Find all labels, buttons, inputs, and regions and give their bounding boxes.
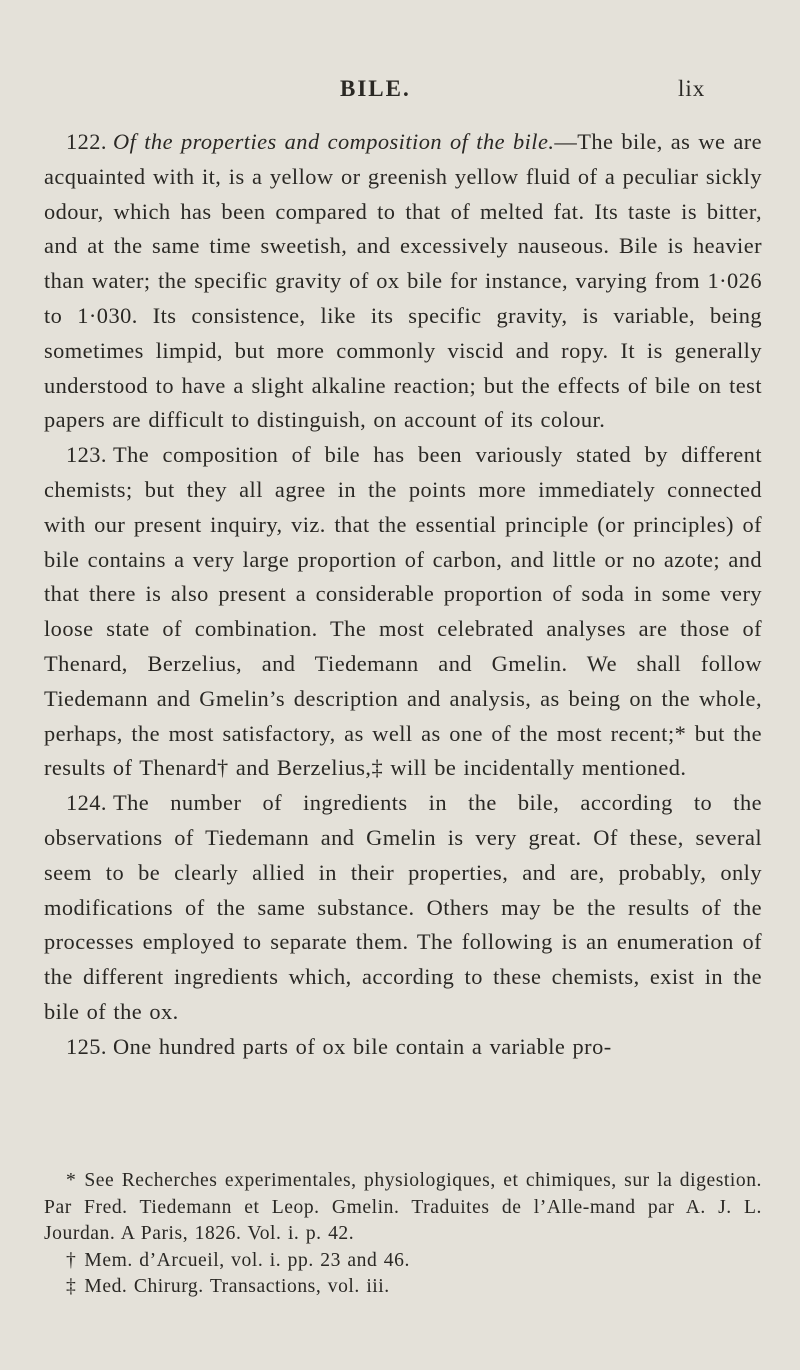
footnote-text: Mem. d’Arcueil, vol. i. pp. 23 and 46. — [84, 1249, 410, 1271]
running-head — [0, 76, 800, 102]
footnote-mark: * — [66, 1170, 77, 1191]
paragraph-number: 124. — [66, 790, 107, 816]
footnote-text: Med. Chirurg. Transactions, vol. iii. — [84, 1276, 390, 1297]
paragraph-text: —The bile, as we are acquainted with it, is a yellow or greenish yellow fluid of a peculiar sickly odour, which has been compared to that of melted fat. Its taste is bitter, and at the same time sweetish, and excessively nauseous. Bile is heavier than water; the specific gravity of ox bile for instance, varying from 1·026 to 1·030. Its consistence, like its specific gravity, is variable, being sometimes limpid, but more commonly viscid and ropy. It is generally understood to have a slight alkaline reaction; but the effects of bile on test papers are difficult to distinguish, on account of its colour. — [44, 129, 763, 433]
footnote-dagger — [44, 1248, 762, 1275]
running-title: BILE. — [340, 76, 411, 101]
paragraph-number: 122. — [66, 129, 107, 154]
paragraph-125 — [44, 1030, 762, 1065]
footnote-asterisk — [44, 1168, 762, 1248]
paragraph-123 — [44, 438, 762, 786]
footnote-text: See Recherches experimentales, physiologiques, et chimiques, sur la digestion. Par Fred. Tiedemann et Leop. Gmelin. Traduites de l’Alle-mand par A. J. L. Jourdan. A Paris, 1826. Vol. i. p. 42. — [44, 1170, 762, 1244]
paragraph-122 — [44, 125, 762, 438]
paragraph-text: The composition of bile has been variously stated by different chemists; but they all agree in the points more immediately connected with our present inquiry, viz. that the essential principle (or principles) of bile contains a very large proportion of carbon, and little or no azote; and that there is also present a considerable proportion of soda in some very loose state of combination. The most celebrated analyses are those of Thenard, Berzelius, and Tiedemann and Gmelin. We shall follow Tiedemann and Gmelin’s description and analysis, as being on the whole, perhaps, the most satisfactory, as well as one of the most recent;* but the results of Thenard† and Berzelius,‡ will be incidentally mentioned. — [44, 442, 762, 781]
paragraph-text: One hundred parts of ox bile contain a variable pro- — [112, 1033, 612, 1059]
paragraph-heading: Of the properties and composition of the bile. — [112, 129, 555, 154]
footnotes — [44, 1168, 762, 1301]
paragraph-number: 125. — [66, 1033, 107, 1059]
footnote-double-dagger — [44, 1274, 762, 1301]
page-number: lix — [678, 76, 706, 101]
paragraph-124 — [44, 786, 762, 1030]
body-text — [44, 125, 762, 1065]
paragraph-text: The number of ingredients in the bile, according to the observations of Tiedemann and Gmelin is very great. Of these, several seem to be clearly allied in their properties, and are, probably, only modifications of the same substance. Others may be the results of the processes employed to separate them. The following is an enumeration of the different ingredients which, according to these chemists, exist in the bile of the ox. — [44, 790, 762, 1024]
footnote-mark: † — [66, 1249, 77, 1271]
footnote-mark: ‡ — [66, 1276, 77, 1297]
paragraph-number: 123. — [66, 442, 107, 468]
